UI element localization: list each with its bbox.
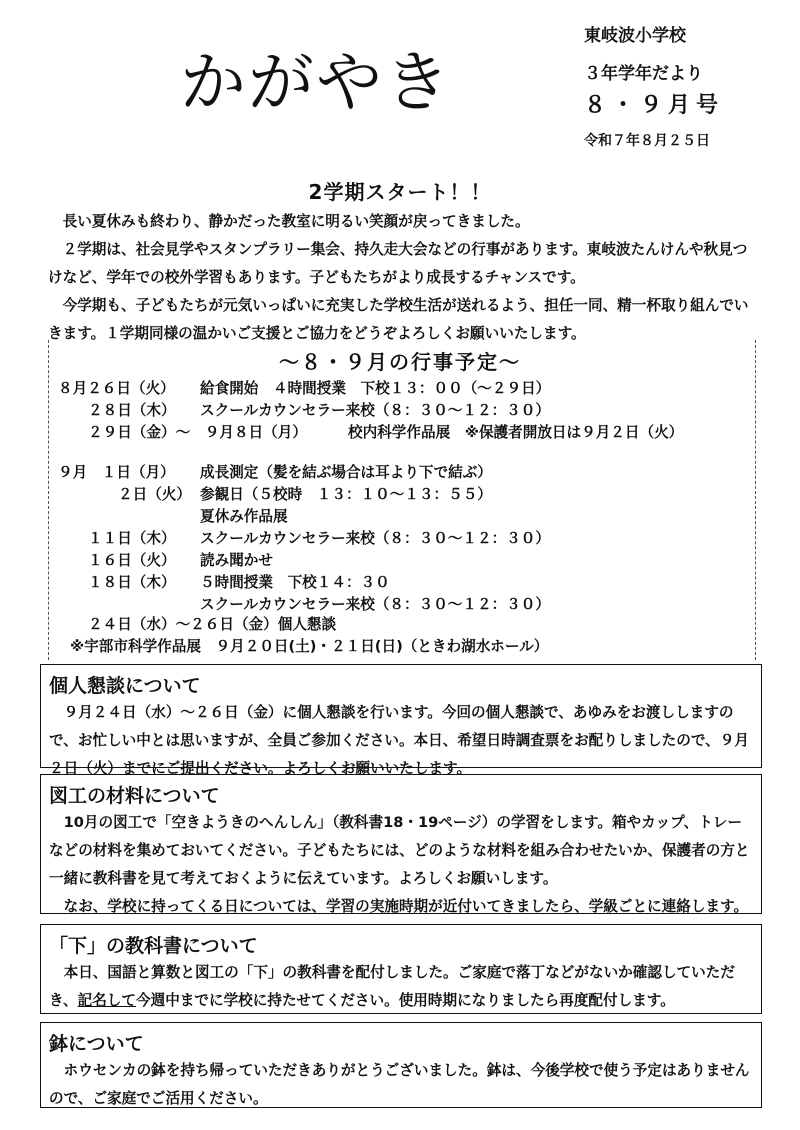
section-paragraph: ９月２４日（水）～２６日（金）に個人懇談を行います。今回の個人懇談で、あゆみをお渡ししますので、お忙しい中とは思いますが、全員ご参加ください。本日、希望日時調査票をお配りしましたので、９月２日（火）までにご提出ください。よろしくお願いいたします。 [49,704,749,777]
schedule-date: ２８日（木） [88,402,176,419]
schedule-date: ２日（火） [118,486,191,503]
schedule-content: 夏休み作品展 [200,508,288,525]
schedule-content: 成長測定（髪を結ぶ場合は耳より下で結ぶ） [200,464,492,481]
schedule-content: 給食開始 ４時間授業 下校１３：００（～２９日） [200,380,551,397]
intro-paragraph: 長い夏休みも終わり、静かだった教室に明るい笑顔が戻ってきました。 [62,213,530,230]
issue-date: 令和７年８月２５日 [584,133,710,149]
schedule-content: ５時間授業 下校１４：３０ [200,574,390,591]
schedule-title: ～８・９月の行事予定～ [279,350,521,374]
text-after: 今週中までに学校に持たせてください。使用時期になりましたら再度配付します。 [136,992,675,1009]
newsletter-title: かがやき [180,44,452,121]
intro-paragraph: ２学期は、社会見学やスタンプラリー集会、持久走大会などの行事があります。東岐波たんけんや秋見つけなど、学年での校外学習もあります。子どもたちがより成長するチャンスです。 [48,241,748,286]
section-title: 個人懇談について [49,675,201,697]
schedule-date: １６日（火） [88,552,176,569]
schedule-date: ９月 １日（月） [58,464,175,481]
schedule-content: スクールカウンセラー来校（８：３０～１２：３０） [200,530,550,547]
issue-label: ８・９月号 [584,93,725,118]
schedule-content: スクールカウンセラー来校（８：３０～１２：３０） [200,596,550,613]
intro-paragraph: 今学期も、子どもたちが元気いっぱいに充実した学校生活が送れるよう、担任一同、精一杯取り組んでいきます。１学期同様の温かいご支援とご協力をどうぞよろしくお願いいたします。 [48,297,749,342]
section-paragraph [49,959,753,1015]
grade-letter-label: ３年学年だより [584,64,703,84]
section-paragraph: ホウセンカの鉢を持ち帰っていただきありがとうございました。鉢は、今後学校で使う予定はありませんので、ご家庭でご活用ください。 [49,1062,750,1107]
schedule-date: ２９日（金）～ ９月８日（月） [88,424,307,441]
intro-text [48,208,760,348]
section-body [49,959,753,1015]
schedule-date: １８日（木） [88,574,176,591]
text-before: 本日、国語と算数と図工の「下」の教科書を配付しました。ご家庭で落丁などがないか確認していただき、 [49,964,735,1009]
section-body [49,1057,753,1113]
section-title: 図工の材料について [49,785,220,807]
underlined-text: 記名して [77,992,136,1009]
section-zuko [40,774,762,914]
schedule-content: 参観日（５校時 １３：１０～１３：５５） [200,486,492,503]
schedule-date: ２４日（水）～２６日（金）個人懇談 [88,616,337,633]
schedule-content: 読み聞かせ [200,552,273,569]
school-name: 東岐波小学校 [584,26,686,46]
schedule-content: 校内科学作品展 ※保護者開放日は９月２日（火） [348,424,684,441]
schedule-content: スクールカウンセラー来校（８：３０～１２：３０） [200,402,550,419]
section-body [49,699,753,783]
section-textbook [40,924,762,1014]
section-paragraph: なお、学校に持ってくる日については、学習の実施時期が近付いてきましたら、学級ごとに連絡します。 [63,898,749,915]
section-title: 鉢について [49,1033,144,1055]
section-paragraph: 10月の図工で「空きようきのへんしん」（教科書18・19ページ）の学習をします。箱やカップ、トレーなどの材料を集めておいてください。子どもたちには、どのような材料を組み合わせたいか、保護者の方と一緒に教科書を見て考えておくように伝えています。よろしくお願いします。 [49,814,750,887]
section-title: 「下」の教科書について [49,935,258,957]
term-start-heading: 2学期スタート！！ [308,180,492,204]
section-body [49,809,753,921]
schedule-note-text: ※宇部市科学作品展 ９月２０日(土)・２１日(日)（ときわ湖水ホール） [70,638,549,655]
schedule-date: １１日（木） [88,530,176,547]
section-kondan [40,664,762,777]
schedule-date: ８月２６日（火） [58,380,175,397]
section-pot [40,1022,762,1108]
